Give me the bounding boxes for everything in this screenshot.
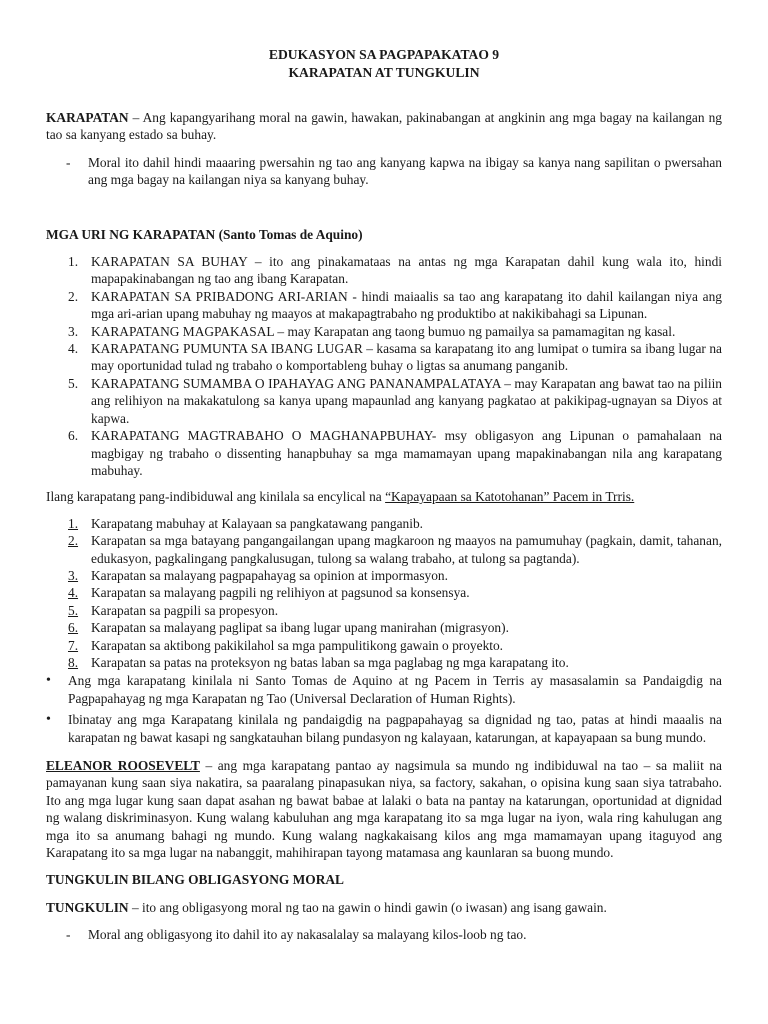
title-line-1: EDUKASYON SA PAGPAPAKATAO 9 [268, 47, 500, 62]
tungkulin-definition [46, 899, 722, 916]
list-item [68, 515, 722, 532]
document-title [46, 46, 722, 82]
list-number: 5. [68, 375, 79, 391]
list-text: KARAPATAN SA BUHAY – ito ang pinakamataas na antas ng mga Karapatan dahil kung wala ito, hindi mapapakinabangan ng tao ang ibang Karapatan. [91, 254, 722, 287]
list-number: 6. [68, 428, 79, 444]
uri-heading: MGA URI NG KARAPATAN (Santo Tomas de Aquino) [46, 226, 363, 242]
list-text: KARAPATANG SUMAMBA O IPAHAYAG ANG PANANAMPALATAYA – may Karapatan ang bawat tao na piliin ang relihiyon na makakatulong sa kanya upang mapaunlad ang kanyang pagkatao at pakikipag-ugnayan sa Diyos at kapwa. [91, 375, 722, 426]
list-item [68, 584, 722, 601]
bullet-item [46, 672, 722, 707]
list-text: Karapatan sa aktibong pakikilahol sa mga pampulitikong gawain o proyekto. [91, 637, 504, 653]
tungkulin-definition-text: – ito ang obligasyong moral ng tao na gawin o hindi gawin (o iwasan) ang isang gawain. [128, 899, 607, 915]
list-number: 7. [68, 637, 79, 653]
encyclical-intro-text: Ilang karapatang pang-indibiduwal ang kinilala sa encylical na [46, 489, 386, 505]
eleanor-paragraph [46, 757, 722, 861]
tungkulin-term: TUNGKULIN [46, 899, 129, 915]
encyclical-intro [46, 488, 722, 505]
karapatan-note [66, 154, 722, 189]
document-page [46, 46, 722, 944]
tungkulin-note [66, 926, 722, 943]
dash-marker: - [66, 154, 71, 170]
encyclical-list [46, 515, 722, 672]
list-text: KARAPATANG PUMUNTA SA IBANG LUGAR – kasama sa karapatang ito ang lumipat o tumira sa ibang lugar na may oportunidad tulad ng trabaho o komportableng buhay o ligtas sa anumang panganib. [91, 341, 722, 374]
list-text: Karapatan sa mga batayang pangangailangan upang magkaroon ng maayos na pamumuhay (pagkain, damit, tahanan, edukasyon, pagkalingang pangkalusugan, tulong sa walang trabaho, at tulong sa pagtanda). [91, 533, 722, 566]
bullet-item [46, 711, 722, 746]
list-item [68, 567, 722, 584]
karapatan-term: KARAPATAN [46, 110, 129, 125]
list-item [68, 288, 722, 323]
list-text: KARAPATANG MAGPAKASAL – may Karapatan ang taong bumuo ng pamailya sa pamamagitan ng kasal. [91, 323, 676, 339]
eleanor-name: ELEANOR ROOSEVELT [46, 758, 200, 773]
list-item [68, 619, 722, 636]
list-number: 3. [68, 567, 79, 583]
list-text: Karapatan sa malayang paglipat sa ibang lugar upang manirahan (migrasyon). [91, 620, 509, 636]
list-item [68, 427, 722, 479]
list-number: 2. [68, 533, 79, 549]
tungkulin-heading: TUNGKULIN BILANG OBLIGASYONG MORAL [46, 872, 344, 888]
karapatan-definition [46, 109, 722, 144]
bullet-icon: • [46, 673, 51, 689]
list-number: 6. [68, 620, 79, 636]
list-number: 5. [68, 602, 79, 618]
list-item [68, 602, 722, 619]
list-text: Karapatan sa patas na proteksyon ng batas laban sa mga paglabag ng mga karapatang ito. [91, 654, 569, 670]
list-text: Karapatan sa malayang pagpili ng relihiyon at pagsunod sa konsensya. [91, 585, 470, 601]
list-number: 1. [68, 515, 79, 531]
list-text: Karapatan sa malayang pagpapahayag sa opinion at impormasyon. [91, 567, 448, 583]
list-text: Karapatan sa pagpili sa propesyon. [91, 602, 279, 618]
list-number: 1. [68, 254, 79, 270]
list-item [68, 532, 722, 567]
bullet-list [46, 672, 722, 746]
bullet-icon: • [46, 712, 51, 728]
list-item [68, 637, 722, 654]
karapatan-definition-text: – Ang kapangyarihang moral na gawin, hawakan, pakinabangan at angkinin ang mga bagay na kailangan ng tao sa kanyang estado sa buhay. [46, 110, 722, 143]
list-number: 2. [68, 288, 79, 304]
bullet-text: Ibinatay ang mga Karapatang kinilala ng pandaigdig na pagpapahayag sa dignidad ng tao, patas at hindi maaalis na karapatan ng bawat kasapi ng sangkatauhan bilang pundasyon ng kalayaan, katarungan, at kapayapaan sa bung mundo. [68, 712, 722, 745]
list-number: 8. [68, 654, 79, 670]
list-number: 4. [68, 341, 79, 357]
tungkulin-note-text: Moral ang obligasyong ito dahil ito ay nakasalalay sa malayang kilos-loob ng tao. [88, 927, 527, 943]
list-item [68, 323, 722, 340]
list-item [68, 340, 722, 375]
list-text: Karapatang mabuhay at Kalayaan sa pangkatawang panganib. [91, 515, 424, 531]
list-text: KARAPATANG MAGTRABAHO O MAGHANAPBUHAY- msy obligasyon ang Lipunan o pamahalaan na magbigay ng trabaho o dissenting hanapbuhay sa mga mamamayan upang mapakinabangan nila ang karapatang mabuhay. [91, 428, 722, 478]
list-text: KARAPATAN SA PRIBADONG ARI-ARIAN - hindi maiaalis sa tao ang karapatang ito dahil kailangan niya ang mga ari-arian upang mabuhay ng maayos at makapagtrabaho ng produktibo at nakikibahagi sa Lipunan. [91, 288, 722, 322]
eleanor-text: – ang mga karapatang pantao ay nagsimula sa mundo ng indibiduwal na tao – sa maliit na pamayanan kung saan siya nakatira, sa paaralang pinapasukan niya, sa factory, sakahan, o opisina kung saan siya tatrabaho. Ito ang mga lugar kung saan dapat asahan ng bawat babae at lalaki o bata na pantay na katarungan, oportunidad at dignidad ng walang diskriminasyon. Kung walang kabuluhan ang mga karapatang ito sa mga lugar na iyon, wala ring kahulugan ang mga ito sa anumang bahagi ng mundo. Kung walang nagkakaisang kilos ang mga mamamayan upang itaguyod ang Karapatang ito sa mga lugar na nabanggit, mahihirapan tayong matamasa ang kaunlaran sa buong mundo. [46, 758, 723, 861]
dash-marker: - [66, 927, 71, 943]
encyclical-title: “Kapayapaan sa Katotohanan” Pacem in Trris. [385, 489, 635, 505]
list-item [68, 375, 722, 427]
list-number: 3. [68, 323, 79, 339]
title-line-2: KARAPATAN AT TUNGKULIN [288, 65, 480, 80]
list-item [68, 654, 722, 671]
bullet-text: Ang mga karapatang kinilala ni Santo Tomas de Aquino at ng Pacem in Terris ay masasalamin sa Pandaigdig na Pagpapahayag ng mga Karapatan ng Tao (Universal Declaration of Human Rights). [68, 673, 722, 706]
uri-list [46, 253, 722, 479]
list-number: 4. [68, 585, 79, 601]
karapatan-note-text: Moral ito dahil hindi maaaring pwersahin ng tao ang kanyang kapwa na ibigay sa kanya nang sapilitan o pwersahan ang mga bagay na kailangan niya sa kanyang buhay. [88, 154, 722, 188]
list-item [68, 253, 722, 288]
